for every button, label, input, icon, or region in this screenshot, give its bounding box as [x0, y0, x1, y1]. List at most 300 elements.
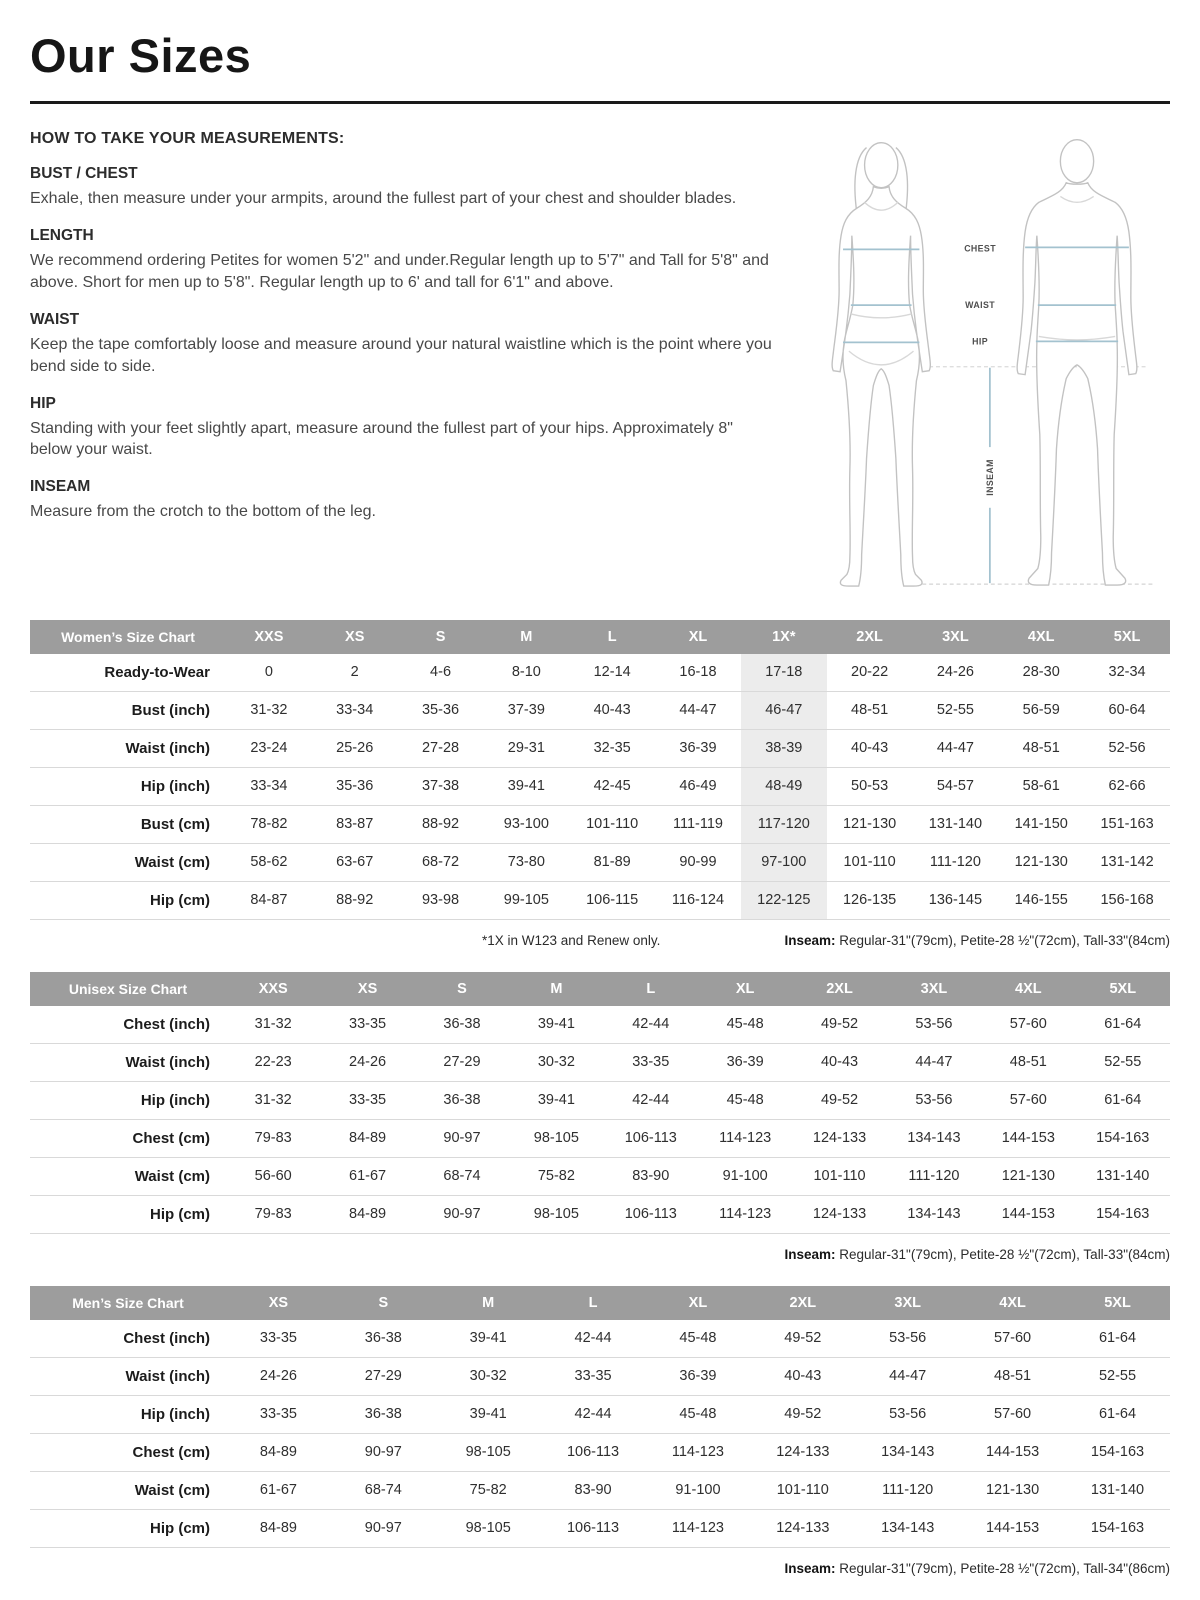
- size-cell: 24-26: [913, 654, 999, 692]
- size-cell: 88-92: [398, 805, 484, 843]
- size-cell: 44-47: [855, 1357, 960, 1395]
- size-cell: 49-52: [750, 1395, 855, 1433]
- size-cell: 68-74: [331, 1471, 436, 1509]
- row-label: Waist (inch): [30, 1043, 226, 1081]
- size-cell: 12-14: [569, 654, 655, 692]
- size-cell: 84-89: [226, 1509, 331, 1547]
- size-cell: 134-143: [855, 1509, 960, 1547]
- table-row: [30, 1006, 1170, 1044]
- size-cell: 8-10: [483, 654, 569, 692]
- size-cell: 36-38: [331, 1320, 436, 1358]
- size-cell: 121-130: [998, 843, 1084, 881]
- section-title-hip: HIP: [30, 394, 56, 412]
- size-cell: 68-74: [415, 1157, 509, 1195]
- size-cell: 122-125: [741, 881, 827, 919]
- table-row: [30, 1509, 1170, 1547]
- section-text-waist: Keep the tape comfortably loose and measure around your natural waistline which is the point where you bend side to side.: [30, 335, 772, 375]
- row-label: Hip (inch): [30, 767, 226, 805]
- size-cell: 144-153: [981, 1119, 1075, 1157]
- column-header: XL: [646, 1286, 751, 1320]
- inseam-note-text: Regular-31"(79cm), Petite-28 ½"(72cm), Tall-33"(84cm): [839, 1246, 1170, 1262]
- size-cell: 39-41: [483, 767, 569, 805]
- size-cell: 48-51: [998, 729, 1084, 767]
- size-cell: 33-35: [604, 1043, 698, 1081]
- column-header: S: [415, 972, 509, 1006]
- size-cell: 33-35: [226, 1320, 331, 1358]
- size-cell: 22-23: [226, 1043, 320, 1081]
- size-cell: 0: [226, 654, 312, 692]
- size-cell: 156-168: [1084, 881, 1170, 919]
- column-header: XS: [312, 620, 398, 654]
- row-label: Hip (cm): [30, 1509, 226, 1547]
- size-cell: 93-98: [398, 881, 484, 919]
- inseam-note-label: Inseam:: [784, 1560, 836, 1576]
- size-cell: 17-18: [741, 654, 827, 692]
- table-row: [30, 1157, 1170, 1195]
- column-header: 3XL: [913, 620, 999, 654]
- size-cell: 99-105: [483, 881, 569, 919]
- size-cell: 101-110: [792, 1157, 886, 1195]
- size-cell: 93-100: [483, 805, 569, 843]
- size-cell: 29-31: [483, 729, 569, 767]
- table-row: [30, 805, 1170, 843]
- size-cell: 151-163: [1084, 805, 1170, 843]
- column-header: 4XL: [981, 972, 1075, 1006]
- hip-label: HIP: [972, 336, 989, 347]
- woman-head: [865, 143, 898, 188]
- table-row: [30, 1043, 1170, 1081]
- size-cell: 33-35: [320, 1081, 414, 1119]
- size-cell: 48-49: [741, 767, 827, 805]
- column-header: XXS: [226, 972, 320, 1006]
- men-size-chart-table: [30, 1286, 1170, 1548]
- size-cell: 27-29: [331, 1357, 436, 1395]
- size-cell: 98-105: [509, 1195, 603, 1233]
- size-cell: 61-64: [1065, 1320, 1170, 1358]
- size-cell: 84-87: [226, 881, 312, 919]
- title-divider: [30, 101, 1170, 104]
- section-title-bust-chest: BUST / CHEST: [30, 165, 138, 182]
- size-cell: 33-34: [226, 767, 312, 805]
- man-figure: [1017, 140, 1137, 585]
- size-cell: 61-64: [1076, 1081, 1170, 1119]
- waist-label: WAIST: [965, 300, 995, 311]
- row-label: Waist (inch): [30, 1357, 226, 1395]
- size-cell: 106-113: [604, 1195, 698, 1233]
- row-label: Waist (cm): [30, 1471, 226, 1509]
- size-cell: 54-57: [913, 767, 999, 805]
- header-row: [30, 1286, 1170, 1320]
- size-cell: 61-64: [1065, 1395, 1170, 1433]
- measurement-guide-row: [30, 126, 1170, 596]
- size-cell: 24-26: [226, 1357, 331, 1395]
- size-cell: 4-6: [398, 654, 484, 692]
- size-cell: 38-39: [741, 729, 827, 767]
- column-header: L: [541, 1286, 646, 1320]
- column-header: S: [398, 620, 484, 654]
- column-header: 4XL: [960, 1286, 1065, 1320]
- column-header: L: [604, 972, 698, 1006]
- measurement-instructions: [30, 126, 778, 596]
- column-header: XS: [226, 1286, 331, 1320]
- size-cell: 114-123: [698, 1195, 792, 1233]
- size-cell: 40-43: [792, 1043, 886, 1081]
- size-cell: 42-44: [541, 1320, 646, 1358]
- table-row: [30, 1357, 1170, 1395]
- table-row: [30, 1081, 1170, 1119]
- unisex-inseam-note: [784, 1247, 1170, 1262]
- size-cell: 49-52: [792, 1081, 886, 1119]
- size-cell: 39-41: [436, 1320, 541, 1358]
- size-cell: 56-59: [998, 691, 1084, 729]
- size-cell: 111-119: [655, 805, 741, 843]
- size-cell: 35-36: [312, 767, 398, 805]
- size-cell: 154-163: [1076, 1119, 1170, 1157]
- header-row: [30, 972, 1170, 1006]
- size-cell: 111-120: [855, 1471, 960, 1509]
- size-cell: 30-32: [436, 1357, 541, 1395]
- size-cell: 27-28: [398, 729, 484, 767]
- column-header: XS: [320, 972, 414, 1006]
- size-cell: 30-32: [509, 1043, 603, 1081]
- size-cell: 134-143: [855, 1433, 960, 1471]
- size-cell: 37-39: [483, 691, 569, 729]
- section-title-inseam: INSEAM: [30, 478, 91, 496]
- size-cell: 91-100: [698, 1157, 792, 1195]
- table-title: Women’s Size Chart: [30, 620, 226, 654]
- size-cell: 42-44: [604, 1081, 698, 1119]
- men-size-table: [30, 1286, 1170, 1548]
- size-cell: 154-163: [1065, 1509, 1170, 1547]
- size-cell: 42-45: [569, 767, 655, 805]
- row-label: Waist (cm): [30, 843, 226, 881]
- size-cell: 57-60: [960, 1320, 1065, 1358]
- column-header: 2XL: [827, 620, 913, 654]
- size-cell: 39-41: [509, 1081, 603, 1119]
- instructions-heading: HOW TO TAKE YOUR MEASUREMENTS:: [30, 130, 345, 147]
- row-label: Hip (inch): [30, 1081, 226, 1119]
- inseam-dashed-guides: [915, 367, 1155, 584]
- size-cell: 121-130: [981, 1157, 1075, 1195]
- size-cell: 131-140: [1076, 1157, 1170, 1195]
- row-label: Chest (cm): [30, 1119, 226, 1157]
- size-cell: 42-44: [604, 1006, 698, 1044]
- row-label: Hip (inch): [30, 1395, 226, 1433]
- size-cell: 90-97: [415, 1119, 509, 1157]
- table-row: [30, 767, 1170, 805]
- size-cell: 37-38: [398, 767, 484, 805]
- size-cell: 134-143: [887, 1195, 981, 1233]
- inseam-note-label: Inseam:: [784, 1246, 836, 1262]
- column-header: M: [436, 1286, 541, 1320]
- size-cell: 84-89: [320, 1195, 414, 1233]
- column-header: XL: [698, 972, 792, 1006]
- size-cell: 98-105: [436, 1509, 541, 1547]
- size-cell: 117-120: [741, 805, 827, 843]
- section-text-length: We recommend ordering Petites for women 5'2" and under.Regular length up to 5'7" and Tall for 5'8" and above. Short for men up to 5'8". Regular length up to 6' and tall for 6'1" and above.: [30, 251, 769, 291]
- column-header: 1X*: [741, 620, 827, 654]
- man-head: [1060, 140, 1093, 183]
- size-cell: 106-113: [604, 1119, 698, 1157]
- column-header: 3XL: [855, 1286, 960, 1320]
- size-cell: 45-48: [646, 1395, 751, 1433]
- men-table-footnote: [30, 1561, 1170, 1576]
- column-header: 5XL: [1084, 620, 1170, 654]
- size-cell: 36-38: [331, 1395, 436, 1433]
- row-label: Chest (inch): [30, 1006, 226, 1044]
- size-cell: 131-140: [913, 805, 999, 843]
- size-cell: 25-26: [312, 729, 398, 767]
- size-cell: 33-34: [312, 691, 398, 729]
- table-row: [30, 729, 1170, 767]
- size-cell: 36-39: [698, 1043, 792, 1081]
- column-header: XXS: [226, 620, 312, 654]
- size-cell: 36-38: [415, 1081, 509, 1119]
- size-cell: 23-24: [226, 729, 312, 767]
- column-header: 4XL: [998, 620, 1084, 654]
- men-inseam-note: [784, 1561, 1170, 1576]
- size-cell: 124-133: [750, 1433, 855, 1471]
- size-cell: 53-56: [855, 1395, 960, 1433]
- size-cell: 52-55: [913, 691, 999, 729]
- size-cell: 75-82: [509, 1157, 603, 1195]
- size-cell: 114-123: [646, 1509, 751, 1547]
- women-size-chart-section: [30, 620, 1170, 948]
- size-cell: 98-105: [509, 1119, 603, 1157]
- unisex-size-chart-section: [30, 972, 1170, 1262]
- size-cell: 63-67: [312, 843, 398, 881]
- size-cell: 45-48: [698, 1006, 792, 1044]
- size-cell: 90-97: [415, 1195, 509, 1233]
- men-size-chart-section: [30, 1286, 1170, 1576]
- column-header: 2XL: [792, 972, 886, 1006]
- size-cell: 53-56: [855, 1320, 960, 1358]
- size-cell: 44-47: [913, 729, 999, 767]
- size-cell: 84-89: [320, 1119, 414, 1157]
- column-header: 2XL: [750, 1286, 855, 1320]
- size-cell: 124-133: [792, 1195, 886, 1233]
- size-cell: 31-32: [226, 1006, 320, 1044]
- size-cell: 49-52: [792, 1006, 886, 1044]
- size-cell: 98-105: [436, 1433, 541, 1471]
- size-cell: 90-97: [331, 1509, 436, 1547]
- column-header: XL: [655, 620, 741, 654]
- inseam-note-label: Inseam:: [784, 932, 836, 948]
- size-cell: 16-18: [655, 654, 741, 692]
- size-cell: 126-135: [827, 881, 913, 919]
- women-inseam-note: [784, 933, 1170, 948]
- size-cell: 57-60: [960, 1395, 1065, 1433]
- row-label: Chest (inch): [30, 1320, 226, 1358]
- table-row: [30, 1119, 1170, 1157]
- row-label: Waist (cm): [30, 1157, 226, 1195]
- size-cell: 131-142: [1084, 843, 1170, 881]
- size-cell: 48-51: [827, 691, 913, 729]
- row-label: Hip (cm): [30, 881, 226, 919]
- inseam-note-text: Regular-31"(79cm), Petite-28 ½"(72cm), Tall-34"(86cm): [839, 1560, 1170, 1576]
- size-cell: 46-49: [655, 767, 741, 805]
- size-cell: 61-67: [226, 1471, 331, 1509]
- size-cell: 50-53: [827, 767, 913, 805]
- size-cell: 62-66: [1084, 767, 1170, 805]
- size-cell: 154-163: [1076, 1195, 1170, 1233]
- size-cell: 33-35: [320, 1006, 414, 1044]
- unisex-size-chart-table: [30, 972, 1170, 1234]
- size-cell: 60-64: [1084, 691, 1170, 729]
- row-label: Waist (inch): [30, 729, 226, 767]
- column-header: 5XL: [1065, 1286, 1170, 1320]
- row-label: Hip (cm): [30, 1195, 226, 1233]
- size-cell: 31-32: [226, 691, 312, 729]
- column-header: L: [569, 620, 655, 654]
- page-title: Our Sizes: [30, 29, 252, 82]
- table-row: [30, 881, 1170, 919]
- size-cell: 44-47: [887, 1043, 981, 1081]
- size-cell: 79-83: [226, 1195, 320, 1233]
- size-cell: 101-110: [750, 1471, 855, 1509]
- size-cell: 40-43: [827, 729, 913, 767]
- size-cell: 45-48: [646, 1320, 751, 1358]
- woman-figure: [832, 143, 930, 586]
- size-cell: 61-64: [1076, 1006, 1170, 1044]
- table-row: [30, 1471, 1170, 1509]
- size-cell: 68-72: [398, 843, 484, 881]
- size-cell: 121-130: [960, 1471, 1065, 1509]
- section-text-hip: Standing with your feet slightly apart, measure around the fullest part of your hips. Approximately 8" below your waist.: [30, 419, 733, 459]
- size-cell: 106-113: [541, 1509, 646, 1547]
- column-header: 3XL: [887, 972, 981, 1006]
- table-row: [30, 654, 1170, 692]
- chest-label: CHEST: [964, 243, 996, 254]
- size-cell: 61-67: [320, 1157, 414, 1195]
- size-cell: 53-56: [887, 1081, 981, 1119]
- size-cell: 58-61: [998, 767, 1084, 805]
- size-cell: 46-47: [741, 691, 827, 729]
- section-text-inseam: Measure from the crotch to the bottom of the leg.: [30, 503, 376, 521]
- row-label: Chest (cm): [30, 1433, 226, 1471]
- table-row: [30, 843, 1170, 881]
- man-body-outline: [1017, 183, 1137, 585]
- row-label: Bust (cm): [30, 805, 226, 843]
- unisex-table-footnote: [30, 1247, 1170, 1262]
- size-cell: 141-150: [998, 805, 1084, 843]
- size-cell: 111-120: [887, 1157, 981, 1195]
- women-size-chart-table: [30, 620, 1170, 920]
- measurement-figure: [794, 126, 1170, 596]
- size-cell: 20-22: [827, 654, 913, 692]
- column-header: 5XL: [1076, 972, 1170, 1006]
- size-cell: 48-51: [981, 1043, 1075, 1081]
- size-cell: 144-153: [981, 1195, 1075, 1233]
- size-cell: 111-120: [913, 843, 999, 881]
- section-title-waist: WAIST: [30, 310, 80, 328]
- table-row: [30, 691, 1170, 729]
- size-cell: 52-56: [1084, 729, 1170, 767]
- size-cell: 39-41: [436, 1395, 541, 1433]
- header-row: [30, 620, 1170, 654]
- size-cell: 28-30: [998, 654, 1084, 692]
- size-cell: 101-110: [827, 843, 913, 881]
- size-cell: 114-123: [646, 1433, 751, 1471]
- size-cell: 101-110: [569, 805, 655, 843]
- size-cell: 49-52: [750, 1320, 855, 1358]
- column-header: M: [483, 620, 569, 654]
- table-row: [30, 1395, 1170, 1433]
- size-figure-illustration: [798, 126, 1170, 596]
- size-cell: 144-153: [960, 1509, 1065, 1547]
- size-cell: 52-55: [1076, 1043, 1170, 1081]
- size-cell: 31-32: [226, 1081, 320, 1119]
- size-cell: 35-36: [398, 691, 484, 729]
- size-cell: 84-89: [226, 1433, 331, 1471]
- size-cell: 33-35: [541, 1357, 646, 1395]
- table-row: [30, 1320, 1170, 1358]
- size-cell: 45-48: [698, 1081, 792, 1119]
- table-row: [30, 1433, 1170, 1471]
- row-label: Bust (inch): [30, 691, 226, 729]
- size-cell: 121-130: [827, 805, 913, 843]
- size-cell: 83-90: [604, 1157, 698, 1195]
- woman-body-outline: [832, 187, 930, 586]
- size-cell: 36-38: [415, 1006, 509, 1044]
- size-cell: 83-90: [541, 1471, 646, 1509]
- size-cell: 90-99: [655, 843, 741, 881]
- size-cell: 42-44: [541, 1395, 646, 1433]
- size-cell: 81-89: [569, 843, 655, 881]
- one-x-asterisk-note: *1X in W123 and Renew only.: [482, 932, 661, 948]
- unisex-size-table: [30, 972, 1170, 1234]
- size-cell: 131-140: [1065, 1471, 1170, 1509]
- size-cell: 57-60: [981, 1081, 1075, 1119]
- size-cell: 40-43: [750, 1357, 855, 1395]
- table-title: Men’s Size Chart: [30, 1286, 226, 1320]
- size-cell: 106-115: [569, 881, 655, 919]
- size-cell: 44-47: [655, 691, 741, 729]
- size-cell: 73-80: [483, 843, 569, 881]
- table-title: Unisex Size Chart: [30, 972, 226, 1006]
- row-label: Ready-to-Wear: [30, 654, 226, 692]
- size-cell: 79-83: [226, 1119, 320, 1157]
- size-cell: 124-133: [750, 1509, 855, 1547]
- size-cell: 27-29: [415, 1043, 509, 1081]
- size-cell: 32-34: [1084, 654, 1170, 692]
- size-cell: 154-163: [1065, 1433, 1170, 1471]
- section-text-bust-chest: Exhale, then measure under your armpits, around the fullest part of your chest and shoulder blades.: [30, 190, 737, 207]
- size-cell: 39-41: [509, 1006, 603, 1044]
- size-cell: 40-43: [569, 691, 655, 729]
- size-cell: 57-60: [981, 1006, 1075, 1044]
- size-cell: 90-97: [331, 1433, 436, 1471]
- size-cell: 97-100: [741, 843, 827, 881]
- size-cell: 56-60: [226, 1157, 320, 1195]
- size-cell: 91-100: [646, 1471, 751, 1509]
- size-cell: 53-56: [887, 1006, 981, 1044]
- inseam-label: INSEAM: [984, 459, 995, 496]
- column-header: M: [509, 972, 603, 1006]
- size-cell: 144-153: [960, 1433, 1065, 1471]
- size-cell: 58-62: [226, 843, 312, 881]
- size-cell: 136-145: [913, 881, 999, 919]
- table-row: [30, 1195, 1170, 1233]
- size-cell: 52-55: [1065, 1357, 1170, 1395]
- column-header: S: [331, 1286, 436, 1320]
- size-cell: 134-143: [887, 1119, 981, 1157]
- size-cell: 88-92: [312, 881, 398, 919]
- size-cell: 36-39: [655, 729, 741, 767]
- size-cell: 146-155: [998, 881, 1084, 919]
- size-cell: 114-123: [698, 1119, 792, 1157]
- size-cell: 48-51: [960, 1357, 1065, 1395]
